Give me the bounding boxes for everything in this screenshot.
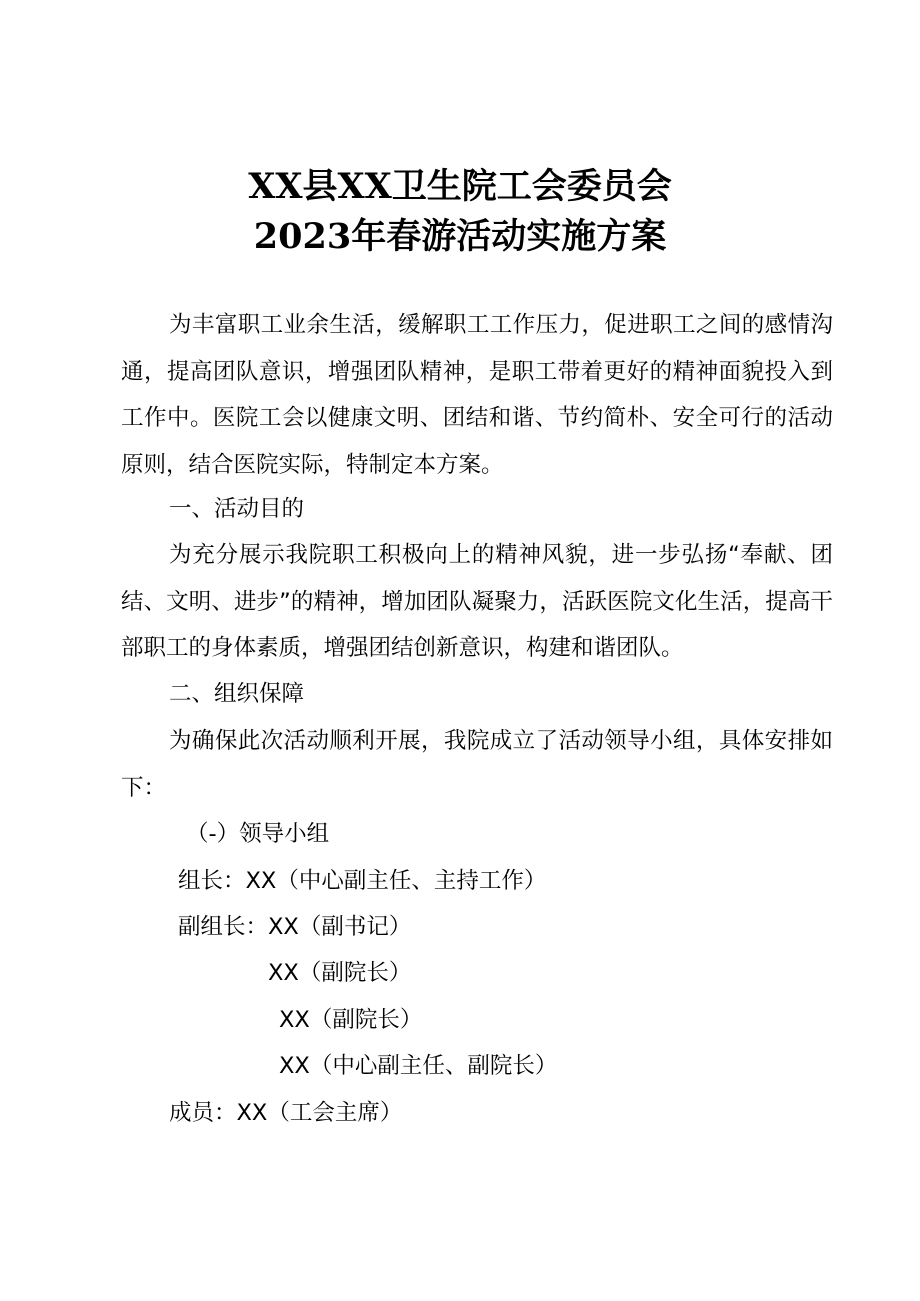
deputy-leader-item: XX（中心副主任、副院长）	[279, 1053, 558, 1079]
section-2-body: 为确保此次活动顺利开展，我院成立了活动领导小组，具体安排如下：	[121, 728, 833, 801]
leadership-group-subheading: （-）领导小组	[186, 821, 330, 847]
deputy-leader-item: XX（副院长）	[268, 960, 412, 986]
document-title-line-2: 2023年春游活动实施方案	[253, 216, 667, 257]
section-2-heading: 二、组织保障	[169, 681, 305, 707]
members-line: 成员：XX（工会主席）	[169, 1100, 403, 1126]
document-title-line-1: XX县XX卫生院工会委员会	[248, 166, 672, 207]
section-1-heading: 一、活动目的	[169, 496, 305, 522]
deputy-leader-line: 副组长：XX（副书记）	[178, 914, 412, 940]
section-1-body: 为充分展示我院职工积极向上的精神风貌，进一步弘扬“奉献、团结、文明、进步”的精神，增加团队凝聚力，活跃医院文化生活，提高干部职工的身体素质，增强团结创新意识，构建和谐团队。	[121, 542, 833, 661]
group-leader-line: 组长：XX（中心副主任、主持工作）	[178, 868, 547, 894]
intro-paragraph: 为丰富职工业余生活，缓解职工工作压力，促进职工之间的感情沟通，提高团队意识，增强团队精神，是职工带着更好的精神面貌投入到工作中。医院工会以健康文明、团结和谐、节约简朴、安全可行的活动原则，结合医院实际，特制定本方案。	[121, 312, 833, 478]
deputy-leader-item: XX（副院长）	[279, 1007, 423, 1033]
